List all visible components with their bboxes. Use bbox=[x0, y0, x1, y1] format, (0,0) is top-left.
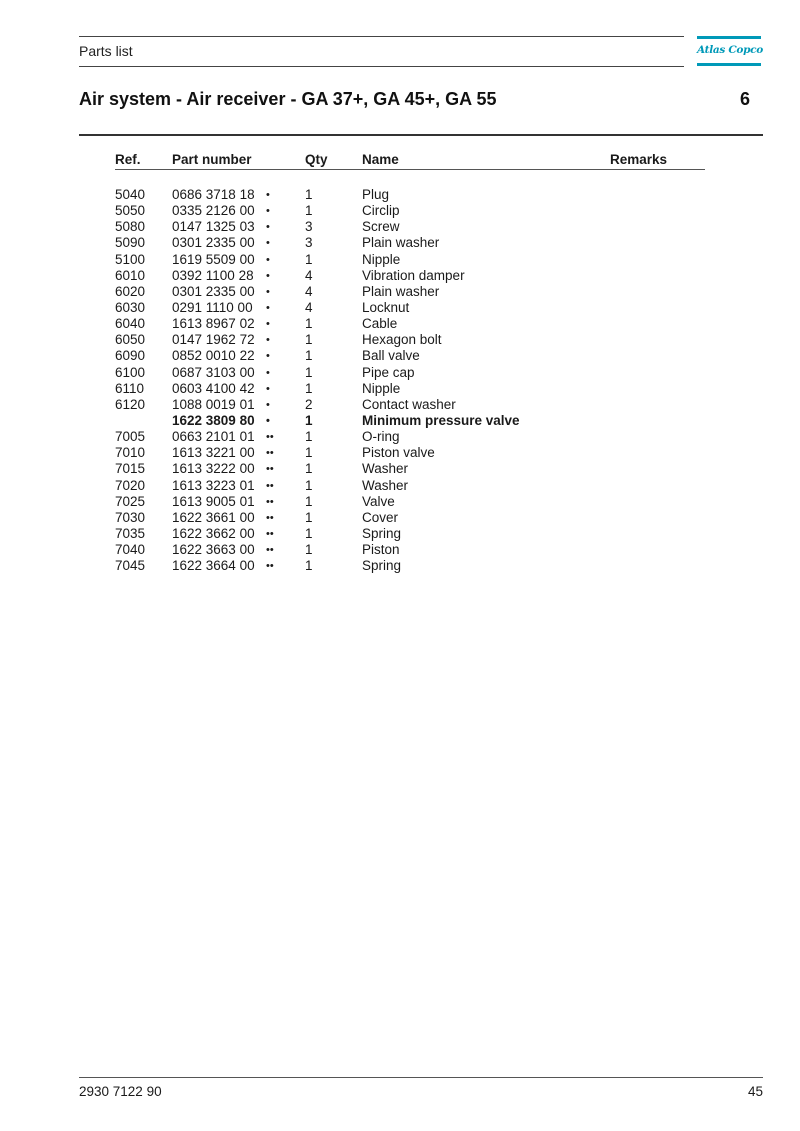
row-name: Plain washer bbox=[362, 235, 440, 251]
row-part-number: 0852 0010 22 bbox=[172, 348, 255, 364]
row-level-indicator: • bbox=[266, 398, 270, 411]
row-level-indicator: • bbox=[266, 221, 270, 234]
row-name: Minimum pressure valve bbox=[362, 412, 520, 428]
row-level-indicator: •• bbox=[266, 431, 274, 444]
row-level-indicator: •• bbox=[266, 495, 274, 508]
column-header-remarks: Remarks bbox=[610, 152, 668, 167]
row-name: Nipple bbox=[362, 380, 401, 396]
row-name: Cover bbox=[362, 509, 399, 525]
table-row bbox=[0, 478, 800, 494]
column-header-qty: Qty bbox=[305, 152, 328, 167]
column-header-part-number: Part number bbox=[172, 152, 252, 167]
table-row bbox=[0, 187, 800, 203]
row-qty: 1 bbox=[305, 251, 313, 267]
column-header-name: Name bbox=[362, 152, 399, 167]
row-ref: 7020 bbox=[115, 477, 146, 493]
row-name: Locknut bbox=[362, 299, 410, 315]
row-qty: 1 bbox=[305, 461, 313, 477]
row-ref: 5090 bbox=[115, 235, 146, 251]
table-row bbox=[0, 300, 800, 316]
table-row bbox=[0, 542, 800, 558]
row-name: Circlip bbox=[362, 203, 400, 219]
row-ref: 6050 bbox=[115, 332, 146, 348]
row-part-number: 1622 3661 00 bbox=[172, 509, 255, 525]
table-row bbox=[0, 348, 800, 364]
row-level-indicator: • bbox=[266, 366, 270, 379]
table-row bbox=[0, 219, 800, 235]
row-part-number: 1619 5509 00 bbox=[172, 251, 255, 267]
row-name: Piston bbox=[362, 542, 400, 558]
row-qty: 1 bbox=[305, 187, 313, 202]
row-level-indicator: •• bbox=[266, 560, 274, 573]
table-row bbox=[0, 494, 800, 510]
row-ref: 5050 bbox=[115, 203, 146, 219]
row-name: Ball valve bbox=[362, 348, 420, 364]
row-level-indicator: • bbox=[266, 382, 270, 395]
footer-doc-number: 2930 7122 90 bbox=[79, 1084, 162, 1099]
title-rule bbox=[79, 134, 763, 136]
row-level-indicator: • bbox=[266, 285, 270, 298]
row-part-number: 0663 2101 01 bbox=[172, 429, 255, 445]
row-qty: 3 bbox=[305, 235, 313, 251]
row-qty: 1 bbox=[305, 542, 313, 558]
table-row bbox=[0, 332, 800, 348]
table-row bbox=[0, 203, 800, 219]
row-qty: 4 bbox=[305, 283, 313, 299]
row-level-indicator: • bbox=[266, 318, 270, 331]
row-ref: 7015 bbox=[115, 461, 146, 477]
row-name: Screw bbox=[362, 219, 400, 235]
row-qty: 1 bbox=[305, 380, 313, 396]
row-level-indicator: • bbox=[266, 189, 270, 201]
row-part-number: 1613 9005 01 bbox=[172, 493, 255, 509]
row-name: Plain washer bbox=[362, 283, 440, 299]
table-row bbox=[0, 558, 800, 574]
row-ref: 7010 bbox=[115, 445, 146, 461]
page-header-label: Parts list bbox=[79, 43, 133, 59]
row-level-indicator: • bbox=[266, 205, 270, 218]
row-level-indicator: •• bbox=[266, 544, 274, 557]
row-level-indicator: •• bbox=[266, 511, 274, 524]
row-part-number: 1613 8967 02 bbox=[172, 316, 255, 332]
row-part-number: 0686 3718 18 bbox=[172, 187, 255, 202]
logo-bar-bottom bbox=[697, 63, 761, 66]
row-ref: 7035 bbox=[115, 525, 146, 541]
row-part-number: 0687 3103 00 bbox=[172, 364, 255, 380]
row-ref: 6030 bbox=[115, 299, 146, 315]
table-row bbox=[0, 510, 800, 526]
parts-table bbox=[0, 187, 800, 574]
table-row bbox=[0, 445, 800, 461]
row-level-indicator: • bbox=[266, 334, 270, 347]
row-qty: 1 bbox=[305, 509, 313, 525]
table-row bbox=[0, 526, 800, 542]
row-part-number: 1622 3662 00 bbox=[172, 525, 255, 541]
row-part-number: 0301 2335 00 bbox=[172, 235, 255, 251]
table-row bbox=[0, 268, 800, 284]
table-row bbox=[0, 397, 800, 413]
row-ref: 6090 bbox=[115, 348, 146, 364]
row-level-indicator: • bbox=[266, 350, 270, 363]
logo-text: Atlas Copco bbox=[697, 44, 763, 56]
row-name: Spring bbox=[362, 558, 402, 574]
row-name: Hexagon bolt bbox=[362, 332, 442, 348]
row-ref: 6010 bbox=[115, 267, 146, 283]
row-qty: 1 bbox=[305, 477, 313, 493]
row-part-number: 0291 1110 00 bbox=[172, 299, 253, 315]
row-qty: 1 bbox=[305, 558, 313, 574]
row-qty: 1 bbox=[305, 348, 313, 364]
row-part-number: 1613 3221 00 bbox=[172, 445, 255, 461]
row-qty: 4 bbox=[305, 267, 313, 283]
column-header-ref: Ref. bbox=[115, 152, 141, 167]
row-part-number: 0335 2126 00 bbox=[172, 203, 255, 219]
table-row bbox=[0, 381, 800, 397]
table-row bbox=[0, 413, 800, 429]
row-part-number: 1088 0019 01 bbox=[172, 396, 255, 412]
table-row bbox=[0, 284, 800, 300]
row-ref: 6040 bbox=[115, 316, 146, 332]
row-part-number: 1622 3663 00 bbox=[172, 542, 255, 558]
row-level-indicator: •• bbox=[266, 479, 274, 492]
row-level-indicator: •• bbox=[266, 447, 274, 460]
row-name: Piston valve bbox=[362, 445, 435, 461]
row-ref: 5040 bbox=[115, 187, 146, 202]
row-qty: 1 bbox=[305, 364, 313, 380]
row-qty: 1 bbox=[305, 445, 313, 461]
table-row bbox=[0, 429, 800, 445]
row-qty: 2 bbox=[305, 396, 313, 412]
row-level-indicator: • bbox=[266, 414, 270, 427]
atlas-copco-logo bbox=[697, 36, 761, 67]
row-level-indicator: • bbox=[266, 301, 270, 314]
row-qty: 1 bbox=[305, 493, 313, 509]
row-ref: 6100 bbox=[115, 364, 146, 380]
row-name: Washer bbox=[362, 477, 409, 493]
row-name: Vibration damper bbox=[362, 267, 465, 283]
row-name: Cable bbox=[362, 316, 398, 332]
table-row bbox=[0, 461, 800, 477]
row-name: Valve bbox=[362, 493, 395, 509]
row-qty: 1 bbox=[305, 429, 313, 445]
row-ref: 7025 bbox=[115, 493, 146, 509]
logo-bar-top bbox=[697, 36, 761, 39]
section-number: 6 bbox=[740, 89, 751, 109]
table-row bbox=[0, 235, 800, 251]
row-part-number: 0603 4100 42 bbox=[172, 380, 255, 396]
row-level-indicator: •• bbox=[266, 527, 274, 540]
row-level-indicator: • bbox=[266, 269, 270, 282]
page-title: Air system - Air receiver - GA 37+, GA 45+, GA 55 bbox=[79, 89, 497, 109]
row-qty: 1 bbox=[305, 316, 313, 332]
row-qty: 4 bbox=[305, 299, 313, 315]
row-ref: 7040 bbox=[115, 542, 146, 558]
row-ref: 6110 bbox=[115, 380, 145, 396]
row-part-number: 1613 3222 00 bbox=[172, 461, 255, 477]
row-qty: 3 bbox=[305, 219, 313, 235]
row-name: Plug bbox=[362, 187, 390, 202]
row-qty: 1 bbox=[305, 525, 313, 541]
row-ref: 6020 bbox=[115, 283, 146, 299]
footer-rule bbox=[79, 1077, 763, 1078]
row-name: Nipple bbox=[362, 251, 401, 267]
row-name: Washer bbox=[362, 461, 409, 477]
row-ref: 6120 bbox=[115, 396, 146, 412]
row-part-number: 0147 1325 03 bbox=[172, 219, 255, 235]
row-qty: 1 bbox=[305, 332, 313, 348]
row-name: O-ring bbox=[362, 429, 400, 445]
row-part-number: 0301 2335 00 bbox=[172, 283, 255, 299]
table-row bbox=[0, 365, 800, 381]
column-header-rule bbox=[115, 169, 705, 170]
row-part-number: 0147 1962 72 bbox=[172, 332, 255, 348]
row-ref: 7005 bbox=[115, 429, 146, 445]
row-qty: 1 bbox=[305, 412, 313, 428]
footer-page-number: 45 bbox=[747, 1084, 763, 1099]
row-part-number: 1613 3223 01 bbox=[172, 477, 255, 493]
row-name: Pipe cap bbox=[362, 364, 415, 380]
row-name: Spring bbox=[362, 525, 402, 541]
header-rule-top bbox=[79, 36, 684, 37]
row-part-number: 0392 1100 28 bbox=[172, 267, 254, 283]
row-part-number: 1622 3664 00 bbox=[172, 558, 255, 574]
row-level-indicator: •• bbox=[266, 463, 274, 476]
table-row bbox=[0, 252, 800, 268]
row-level-indicator: • bbox=[266, 237, 270, 250]
row-ref: 7030 bbox=[115, 509, 146, 525]
row-level-indicator: • bbox=[266, 253, 270, 266]
row-ref: 7045 bbox=[115, 558, 146, 574]
header-rule-bottom bbox=[79, 66, 684, 67]
row-qty: 1 bbox=[305, 203, 313, 219]
row-ref: 5080 bbox=[115, 219, 146, 235]
row-name: Contact washer bbox=[362, 396, 456, 412]
row-part-number: 1622 3809 80 bbox=[172, 412, 255, 428]
table-row bbox=[0, 316, 800, 332]
row-ref: 5100 bbox=[115, 251, 146, 267]
